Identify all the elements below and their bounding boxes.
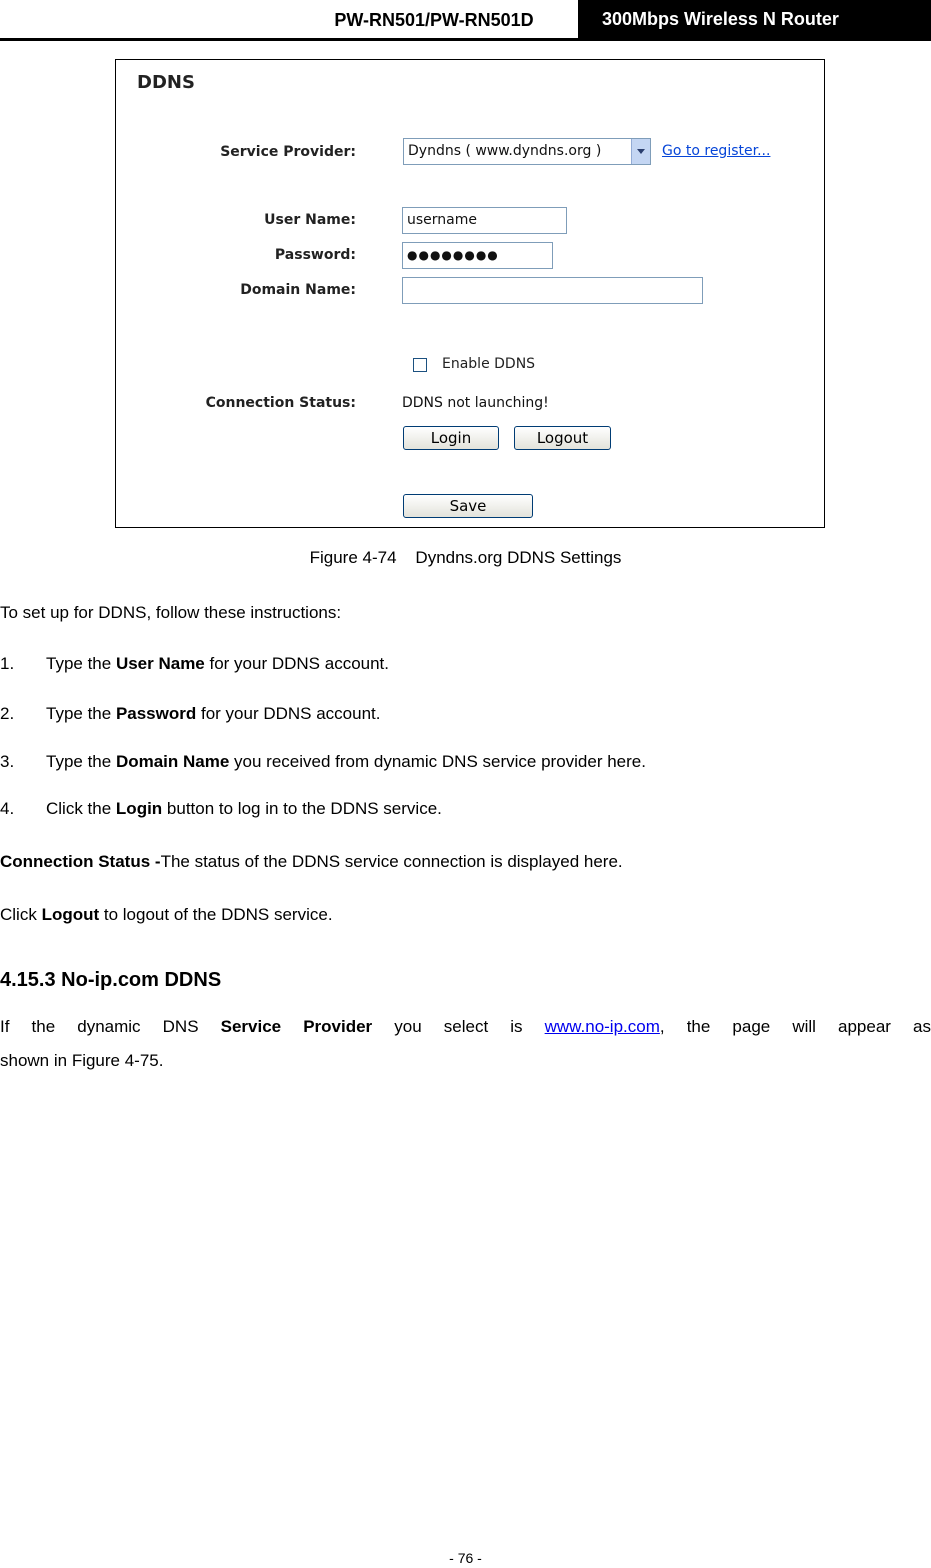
step-number: 3. <box>0 752 15 771</box>
list-item: Type the User Name for your DDNS account. <box>46 654 390 673</box>
domain-name-input[interactable] <box>402 277 703 304</box>
user-name-input[interactable]: username <box>402 207 567 234</box>
connection-status-value: DDNS not launching! <box>402 395 549 411</box>
service-provider-select[interactable] <box>403 138 651 165</box>
step-number: 2. <box>0 704 15 723</box>
password-label: Password: <box>274 247 356 263</box>
header-rule <box>0 38 931 41</box>
service-provider-label: Service Provider: <box>220 144 356 160</box>
list-item: Type the Domain Name you received from dynamic DNS service provider here. <box>46 752 646 771</box>
noip-paragraph-line2: shown in Figure 4-75. <box>0 1051 164 1070</box>
noip-link[interactable]: www.no-ip.com <box>544 1017 660 1036</box>
login-button[interactable]: Login <box>403 426 499 450</box>
step-number: 4. <box>0 799 15 818</box>
save-button[interactable]: Save <box>403 494 533 518</box>
ddns-settings-figure <box>115 59 825 528</box>
page-number: - 76 - <box>449 1550 482 1566</box>
figure-caption: Figure 4-74 Dyndns.org DDNS Settings <box>309 548 622 567</box>
logout-button[interactable]: Logout <box>514 426 611 450</box>
section-heading: 4.15.3 No-ip.com DDNS <box>0 969 222 991</box>
noip-paragraph-line1: If the dynamic DNS Service Provider you select is www.no-ip.com, the page will appear as <box>0 1017 931 1036</box>
password-input[interactable]: ●●●●●●●● <box>402 242 553 269</box>
logout-paragraph: Click Logout to logout of the DDNS service. <box>0 905 333 924</box>
domain-name-label: Domain Name: <box>240 282 356 298</box>
enable-ddns-label: Enable DDNS <box>442 356 536 372</box>
header-model: PW-RN501/PW-RN501D <box>334 10 534 30</box>
step-number: 1. <box>0 654 15 673</box>
chevron-down-icon[interactable] <box>631 139 650 164</box>
connection-status-label: Connection Status: <box>205 395 356 411</box>
list-item: Click the Login button to log in to the DDNS service. <box>46 799 442 818</box>
go-to-register-link[interactable]: Go to register... <box>662 143 771 159</box>
list-item: Type the Password for your DDNS account. <box>46 704 381 723</box>
enable-ddns-checkbox[interactable] <box>413 358 427 372</box>
figure-title: DDNS <box>137 72 195 93</box>
intro-paragraph: To set up for DDNS, follow these instructions: <box>0 603 342 622</box>
connection-status-paragraph: Connection Status -The status of the DDNS service connection is displayed here. <box>0 852 623 871</box>
service-provider-value: Dyndns ( www.dyndns.org ) <box>408 143 602 159</box>
user-name-label: User Name: <box>264 212 356 228</box>
header-product-title: 300Mbps Wireless N Router <box>578 0 931 38</box>
